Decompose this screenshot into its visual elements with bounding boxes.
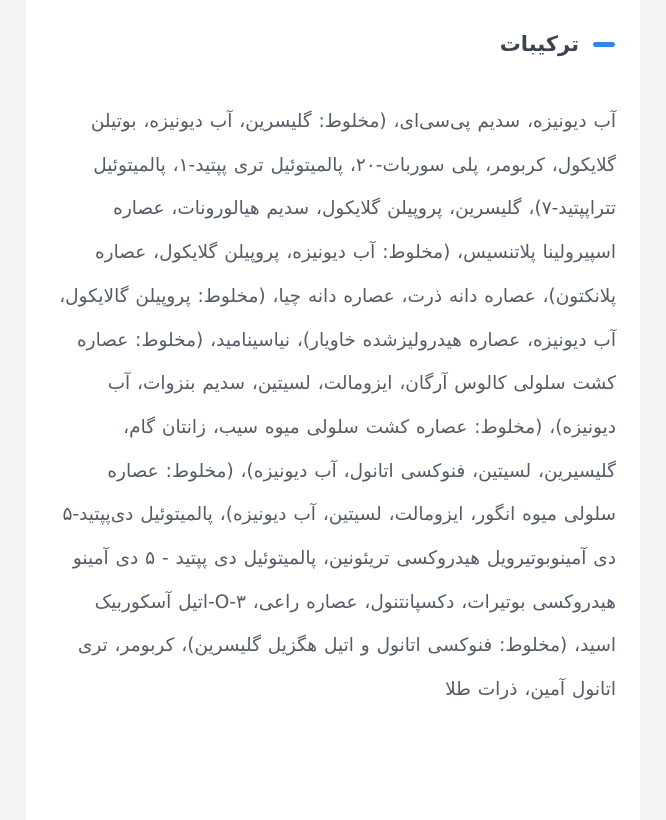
ingredients-text: آب دیونیزه، سدیم پی‌سی‌ای، (مخلوط: گلیسرین، آب دیونیزه، بوتیلن گلایکول، کربومر، پلی سوربات-۲۰، پالمیتوئیل تری پپتید-۱، پالمیتوئیل تتراپپتید-۷)، گلیسرین، پروپیلن گلایکول، سدیم هیالورونات، عصاره اسپیرولینا پلاتنسیس، (مخلوط: آب دیونیزه، پروپیلن گلایکول، عصاره پلانکتون)، عصاره دانه ذرت، عصاره دانه چیا، (مخلوط: پروپیلن گالایکول، آب دیونیزه، عصاره هیدرولیزشده خاویار)، نیاسینامید، (مخلوط: عصاره کشت سلولی کالوس آرگان، ایزومالت، لسیتین، سدیم بنزوات، آب دیونیزه)، (مخلوط: عصاره کشت سلولی میوه سیب، زانتان گام، گلیسیرین، لسیتین، فنوکسی اتانول، آب دیونیزه)، (مخلوط: عصاره سلولی میوه انگور، ایزومالت، لسیتین، آب دیونیزه)، پالمیتوئیل دی‌پپتید-۵ دی آمینوبوتیرویل هیدروکسی تریئونین، پالمیتوئیل دی پپتید - ۵ دی آمینو هیدروکسی بوتیرات، دکسپانتنول، عصاره راعی، ۳-O-اتیل آسکوربیک اسید، (مخلوط: فنوکسی اتانول و اتیل هگزیل گلیسرین)، کربومر، تری اتانول آمین، ذرات طلا [59,111,616,701]
accent-bar [593,42,615,47]
ingredients-card [26,0,640,820]
section-title: ترکیبات [499,32,579,56]
section-header [500,26,615,62]
